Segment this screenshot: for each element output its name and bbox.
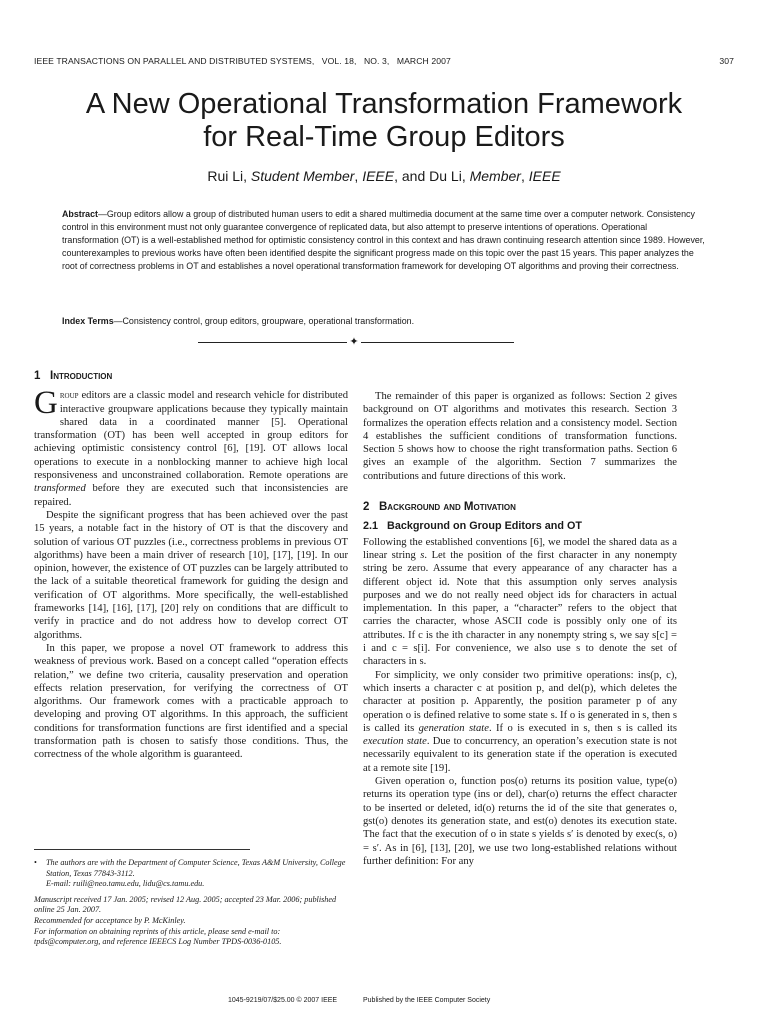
footnote-affiliation xyxy=(34,858,348,890)
intro-paragraph-3: In this paper, we propose a novel OT framework to address this weakness of previous work. Based on a concept called “operation effects relation,” we define two criteria, causality preservation and operation effects relation preservation, for verifying the correctness of OT algorithms. Our framework comes with a practicable approach to developing and proving OT algorithms. In this approach, the sufficient conditions for transformation functions are first identified and a special transformation path is chosen to satisfy those conditions. Thus, the correctness of the whole algorithm is guaranteed. xyxy=(34,642,348,761)
subsection-title: Background on Group Editors and OT xyxy=(387,520,582,533)
author-2-ieee: IEEE xyxy=(528,168,561,184)
abstract-text: —Group editors allow a group of distributed human users to edit a shared multimedia document at the same time over a computer network. Consistency control in this environment must not only guarantee convergence of replicated data, but also attempt to preserve intentions of operations. Operational transformation (OT) is a well-established method for optimistic consistency control in this context and has drawn continuing research attention since 1989. However, counterexamples to previous works have often been identified despite the significant progress made on this topic over the past 15 years. This paper analyzes the root of correctness problems in OT and establishes a novel operational transformation framework for developing OT algorithms and proving their correctness. xyxy=(62,209,705,272)
section-1-heading xyxy=(34,370,348,383)
abstract-label: Abstract xyxy=(62,209,99,219)
emphasis: generation state xyxy=(418,722,489,734)
abstract xyxy=(62,208,706,273)
text: . If o is executed in s, then s is called its xyxy=(488,722,677,734)
running-head xyxy=(34,56,734,66)
section-title: Introduction xyxy=(50,370,113,382)
subsection-2-1-heading xyxy=(363,520,677,533)
text: For simplicity, we only consider two primitive operations: ins(p, c), which inserts a character c at position p, and del(p), which deletes the character at position p. Apparently, the position parameter p of any operation o is defined relative to some state s. If o is generated in s, then s is called its xyxy=(363,669,677,734)
math-s: s xyxy=(420,549,425,561)
emphasis: execution state xyxy=(363,736,427,748)
intro-paragraph-1 xyxy=(34,385,348,509)
sep: , xyxy=(354,168,363,184)
index-terms-label: Index Terms xyxy=(62,316,114,326)
author-1: Rui Li, xyxy=(207,168,251,184)
text: . Due to concurrency, an operation’s execution state is not necessarily equivalent to its generation state if the operation is executed at a remote site [19]. xyxy=(363,736,677,774)
publisher-line: Published by the IEEE Computer Society xyxy=(363,997,491,1004)
first-word-rest: roup xyxy=(59,390,79,402)
intro-paragraph-2: Despite the significant progress that has been achieved over the past 15 years, a notable fact in the history of OT is that the discovery and solution of various OT puzzles (i.e., correctness problems in previous OT algorithms) have been a main driver of research [10], [17], [19]. In our opinion, however, the existence of OT puzzles can be largely attributed to the lack of a suitable theoretical framework for guiding the design and verification of OT algorithms. More specifically, the well-established frameworks [14], [16], [17], [20] rely on conditions that are difficult to verify in practice and do not address how to develop correct OT algorithms. xyxy=(34,509,348,641)
copyright-line: 1045-9219/07/$25.00 © 2007 IEEE xyxy=(228,997,338,1004)
index-terms-text: —Consistency control, group editors, groupware, operational transformation. xyxy=(113,316,415,326)
title-line-1: A New Operational Transformation Framework xyxy=(85,88,683,120)
reprints-text: For information on obtaining reprints of this article, please send e-mail to: tpds@computer.org, and reference IEEECS Log Number TPDS-0036-0105. xyxy=(34,926,282,947)
author-1-ieee: IEEE xyxy=(362,168,395,184)
footnote-manuscript xyxy=(34,895,348,948)
section-2-heading xyxy=(363,501,677,514)
paper-title xyxy=(0,88,768,154)
text: Following the established conventions [6], we model the shared data as a linear string xyxy=(363,536,677,561)
section-number: 1 xyxy=(34,370,41,382)
section-number: 2 xyxy=(363,501,370,514)
drop-cap: G xyxy=(34,385,58,422)
bullet-icon: • xyxy=(34,858,37,867)
organization-paragraph: The remainder of this paper is organized as follows: Section 2 gives background on OT algorithms and motivates this research. Section 3 formalizes the operation effects relation and a consistency model. Section 4 establishes the sufficient conditions of transformation functions. Section 5 shows how to choose the right transformation paths. Section 6 gives an example of the algorithm. Section 7 summarizes the contributions and future directions of this work. xyxy=(363,391,677,482)
affiliation-text: The authors are with the Department of Computer Science, Texas A&M University, College Station, Texas 77843-3112. xyxy=(46,858,346,878)
subsection-number: 2.1 xyxy=(363,520,379,533)
author-2-role: Member xyxy=(469,168,521,184)
author-line xyxy=(0,168,768,184)
manuscript-text: Manuscript received 17 Jan. 2005; revised 12 Aug. 2005; accepted 23 Mar. 2006; published online 25 Jan. 2007. xyxy=(34,894,337,915)
text: . Let the position of the first character in any nonempty string be zero. Assume that every appearance of any character has a different object id. Note that this assumption only serves analysis purposes and we do not really need object ids for characters in actual implementation. In this paper, a “character” refers to the object that carries the character, whose ASCII code is possibly only one of its attributes. If c is the ith character in any nonempty string s, we say s[c] = i and c = s[i]. For convenience, we also use s to denote the set of characters in s. xyxy=(363,549,678,668)
title-line-2: for Real-Time Group Editors xyxy=(203,121,565,153)
journal-line: IEEE TRANSACTIONS ON PARALLEL AND DISTRIBUTED SYSTEMS, VOL. 18, NO. 3, MARCH 2007 xyxy=(34,56,451,66)
footnotes xyxy=(34,858,348,953)
index-terms xyxy=(62,316,706,326)
text: editors are a classic model and research vehicle for distributed interactive groupware applications because they typically maintain shared data in a coordinated manner [5]. Operational transformation (OT) has been well accepted in group editors for achieving optimistic consistency control [6], [19]. OT allows local operations to execute in a nonblocking manner to achieve high local responsiveness and unconstrained collaboration. Remote operations are xyxy=(34,390,348,482)
background-paragraph-3: Given operation o, function pos(o) returns its position value, type(o) returns its operation type (ins or del), char(o) returns the effect character to be inserted or deleted, id(o) returns the id of the site that generates o, gst(o) denotes its generation state, and est(o) denotes its execution state. The fact that the execution of o in state s yields s′ is denoted by exec(s, o) = s′. As in [6], [13], [20], we use two long-established relations without further definition: For any xyxy=(363,776,677,867)
right-column xyxy=(363,390,677,868)
background-paragraph-1 xyxy=(363,536,677,669)
recommended-text: Recommended for acceptance by P. McKinley. xyxy=(34,915,186,925)
text: before they are executed such that inconsistencies are repaired. xyxy=(34,483,348,508)
section-title: Background and Motivation xyxy=(379,501,516,514)
background-paragraph-2 xyxy=(363,669,677,775)
email-text: E-mail: ruili@neo.tamu.edu, lidu@cs.tamu.edu. xyxy=(46,879,205,889)
author-2: , and Du Li, xyxy=(394,168,470,184)
page-number: 307 xyxy=(719,56,734,66)
sep: , xyxy=(520,168,529,184)
footnote-rule xyxy=(34,849,250,850)
author-1-role: Student Member xyxy=(250,168,355,184)
emphasis: transformed xyxy=(34,483,86,495)
divider-ornament-icon: ✦ xyxy=(347,335,361,349)
left-column xyxy=(34,370,348,762)
